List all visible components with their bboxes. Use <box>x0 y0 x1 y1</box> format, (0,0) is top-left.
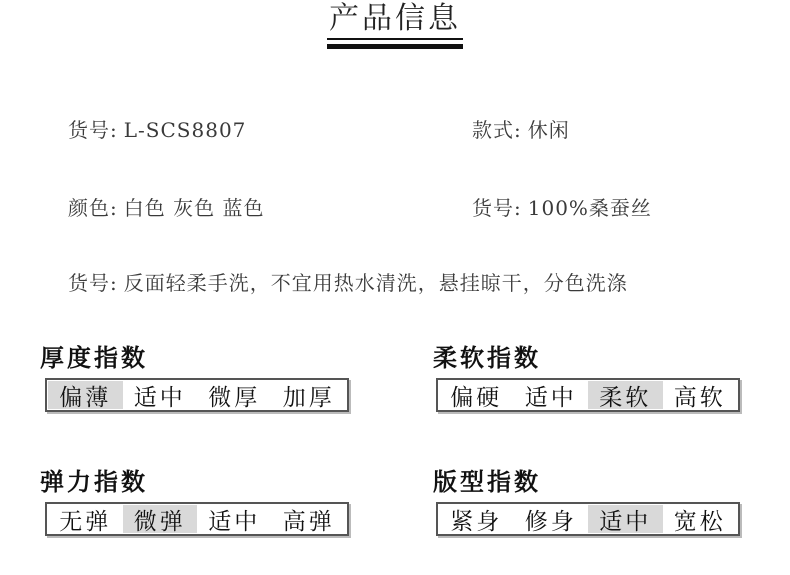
elasticity-option: 微弹 <box>123 505 198 533</box>
thickness-option: 适中 <box>133 384 186 411</box>
info-item-no <box>68 114 246 143</box>
softness-scale <box>436 378 740 412</box>
metric-title-softness: 柔软指数 <box>433 343 541 372</box>
info-care <box>68 267 628 296</box>
thickness-scale <box>45 378 349 412</box>
info-color-value: 白色 灰色 蓝色 <box>123 196 265 220</box>
info-material-label: 货号: <box>472 196 522 220</box>
elasticity-scale <box>45 502 349 536</box>
softness-option: 偏硬 <box>450 384 503 411</box>
thickness-option: 偏薄 <box>48 381 123 409</box>
fit-option: 修身 <box>524 508 577 535</box>
elasticity-option: 适中 <box>208 508 261 535</box>
thickness-option: 微厚 <box>208 384 261 411</box>
elasticity-option: 高弹 <box>282 508 335 535</box>
fit-option: 紧身 <box>450 508 503 535</box>
info-color <box>68 192 264 221</box>
info-care-label: 货号: <box>68 271 118 295</box>
softness-option: 柔软 <box>588 381 663 409</box>
info-item-no-label: 货号: <box>68 118 118 142</box>
page-title: 产品信息 <box>329 1 461 36</box>
softness-option: 适中 <box>524 384 577 411</box>
elasticity-option: 无弹 <box>59 508 112 535</box>
fit-option: 适中 <box>588 505 663 533</box>
metric-title-fit: 版型指数 <box>433 467 541 496</box>
info-style-value: 休闲 <box>527 118 570 142</box>
fit-option: 宽松 <box>673 508 726 535</box>
title-underline-thin <box>327 38 463 40</box>
softness-option: 高软 <box>673 384 726 411</box>
info-style <box>472 114 570 143</box>
metric-title-elasticity: 弹力指数 <box>40 467 148 496</box>
info-material-value: 100%桑蚕丝 <box>527 196 652 220</box>
thickness-option: 加厚 <box>282 384 335 411</box>
metric-title-thickness: 厚度指数 <box>40 343 148 372</box>
info-style-label: 款式: <box>472 118 522 142</box>
info-item-no-value: L-SCS8807 <box>123 118 247 142</box>
fit-scale <box>436 502 740 536</box>
title-underline-thick <box>327 44 463 49</box>
info-material <box>472 192 652 221</box>
info-care-value: 反面轻柔手洗，不宜用热水清洗，悬挂晾干，分色洗涤 <box>123 271 628 295</box>
info-color-label: 颜色: <box>68 196 118 220</box>
